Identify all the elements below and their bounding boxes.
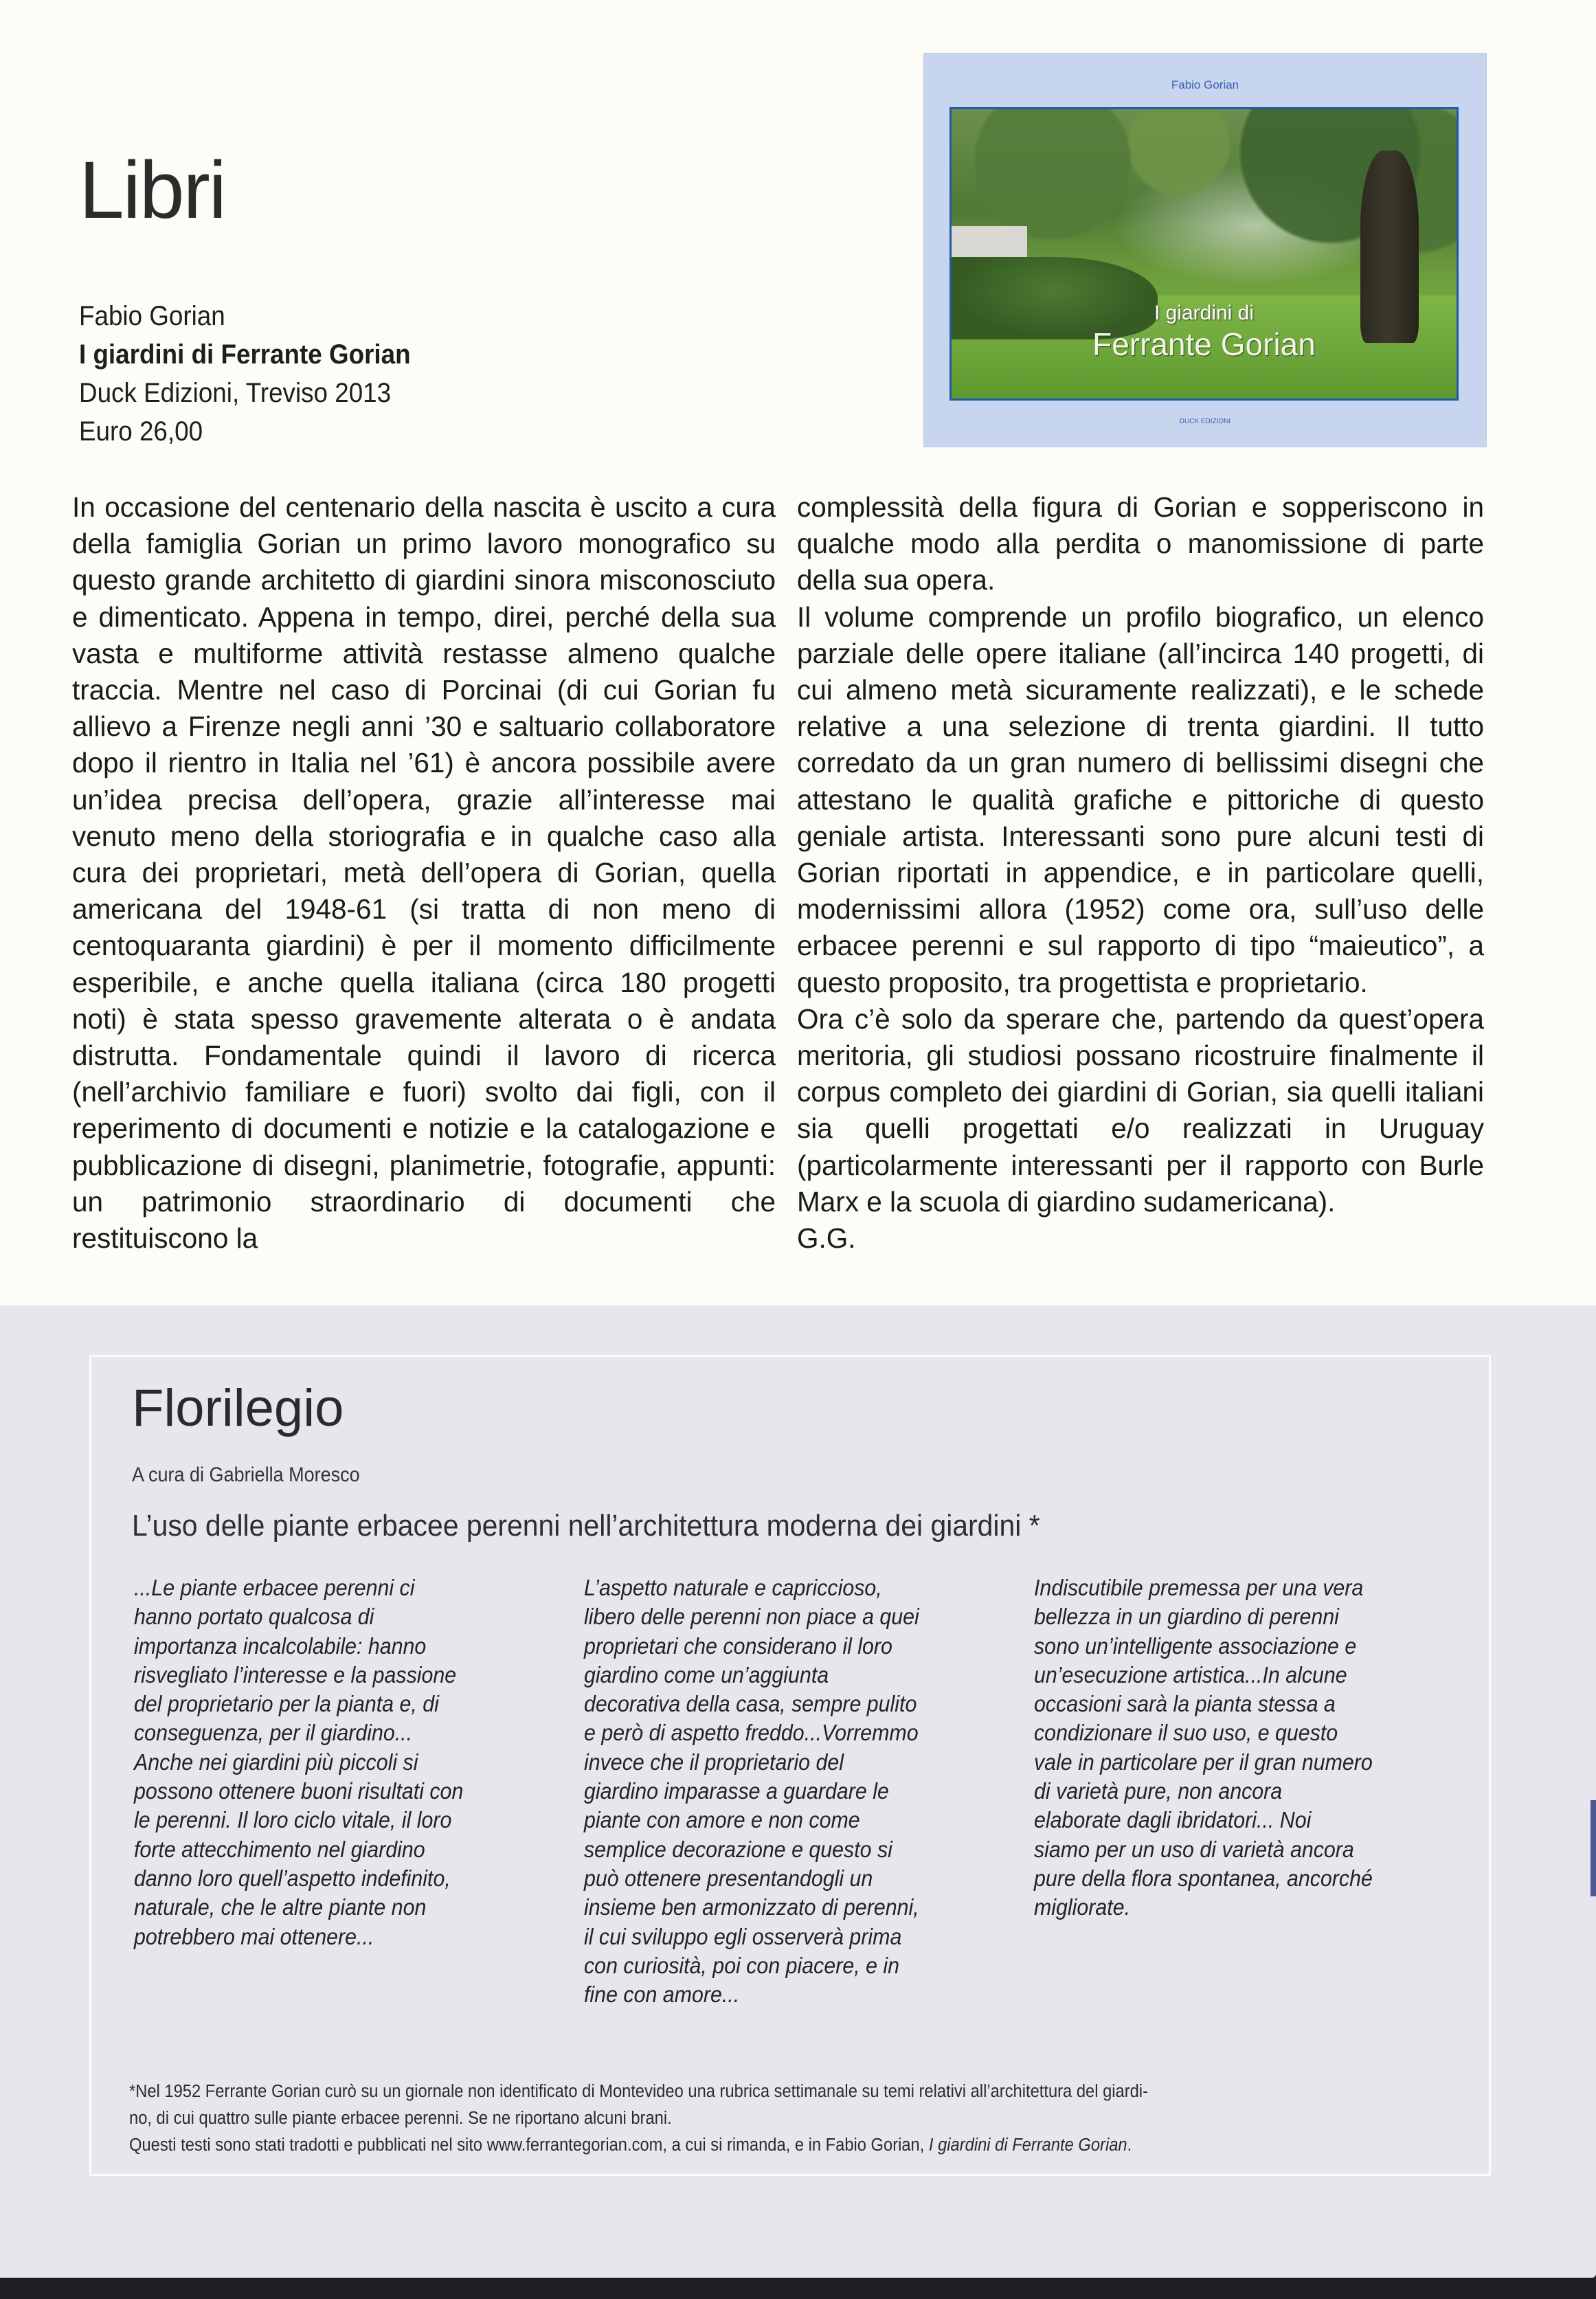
quote-line: hanno portato qualcosa di: [134, 1604, 374, 1630]
quote-line: conseguenza, per il giardino...: [134, 1720, 413, 1746]
footnote-text: .: [1127, 2135, 1132, 2155]
book-price: Euro 26,00: [79, 416, 203, 447]
quote-line: vale in particolare per il gran numero: [1034, 1749, 1373, 1775]
quote-line: giardino imparasse a guardare le: [584, 1778, 889, 1804]
quote-line: elaborate dagli ibridatori... Noi: [1034, 1807, 1312, 1833]
quote-line: condizionare il suo uso, e questo: [1034, 1720, 1338, 1746]
quote-line: migliorate.: [1034, 1894, 1131, 1920]
review-signature: G.G.: [797, 1222, 856, 1255]
review-paragraph: complessità della figura di Gorian e sopperiscono in qualche modo alla perdita o manomissione di parte della sua opera.: [797, 491, 1484, 596]
quote-line: ...Le piante erbacee perenni ci: [134, 1575, 415, 1600]
quote-line: importanza incalcolabile: hanno: [134, 1633, 427, 1659]
quote-line: potrebbero mai ottenere...: [134, 1923, 374, 1949]
cover-publisher: DUCK EDIZIONI: [1179, 418, 1231, 425]
quote-line: bellezza in un giardino di perenni: [1034, 1604, 1339, 1630]
book-publisher: Duck Edizioni, Treviso 2013: [79, 378, 392, 408]
section-title-libri: Libri: [79, 145, 225, 236]
quote-line: danno loro quell’aspetto indefinito,: [134, 1865, 451, 1891]
quote-line: il cui sviluppo egli osserverà prima: [584, 1923, 902, 1949]
quote-line: proprietari che considerano il loro: [584, 1633, 892, 1659]
quote-line: Anche nei giardini più piccoli si: [134, 1749, 418, 1775]
quote-line: Indiscutibile premessa per una vera: [1034, 1575, 1364, 1600]
book-metadata: [79, 297, 440, 451]
quote-line: forte attecchimento nel giardino: [134, 1836, 425, 1862]
quote-column-1: [134, 1573, 546, 1951]
footnote-text: Questi testi sono stati tradotti e pubblicati nel sito www.ferrantegorian.com, a cui si rimanda, e in Fabio Gorian,: [129, 2135, 929, 2155]
quote-line: occasioni sarà la pianta stessa a: [1034, 1691, 1336, 1717]
quote-line: naturale, che le altre piante non: [134, 1894, 427, 1920]
review-paragraph: Ora c’è solo da sperare che, partendo da quest’opera meritoria, gli studiosi possano ricostruire finalmente il corpus completo dei giardini di Gorian, sia quelli italiani sia quelli progettati e/o realizzati in Uruguay (particolarmente interessanti per il rapporto con Burle Marx e la scuola di giardino sudamericana).: [797, 1002, 1484, 1218]
quote-line: risvegliato l’interesse e la passione: [134, 1661, 457, 1687]
review-column-left: [72, 489, 776, 1257]
quote-line: siamo per un uso di varietà ancora: [1034, 1836, 1354, 1862]
quote-line: un’esecuzione artistica...In alcune: [1034, 1661, 1347, 1687]
quote-line: può ottenere presentandogli un: [584, 1865, 873, 1891]
footnote-line: *Nel 1952 Ferrante Gorian curò su un giornale non identificato di Montevideo una rubrica settimanale su temi relativi all’architettura del giardi-: [129, 2082, 1148, 2101]
quote-line: fine con amore...: [584, 1982, 740, 2008]
review-paragraph: Il volume comprende un profilo biografico, un elenco parziale delle opere italiane (all’incirca 140 progetti, di cui almeno metà sicuramente realizzati), e le schede relative a una selezione di trenta giardini. Il tutto corredato da un gran numero di bellissimi disegni che attestano le qualità grafiche e pittoriche di questo geniale artista. Interessanti sono pure alcuni testi di Gorian riportati in appendice, e in particolare quelli, modernissimi allora (1952) come ora, sull’uso delle erbacee perenni e sul rapporto di tipo “maieutico”, a questo proposito, tra progettista e proprietario.: [797, 601, 1484, 998]
footnote: [129, 2078, 1435, 2159]
footnote-book-title: I giardini di Ferrante Gorian: [928, 2135, 1127, 2155]
quote-line: semplice decorazione e questo si: [584, 1836, 892, 1862]
cover-garden-photo: [949, 107, 1459, 401]
quote-line: piante con amore e non come: [584, 1807, 860, 1833]
cover-title-line-1: I giardini di: [1154, 302, 1255, 324]
quote-line: del proprietario per la pianta e, di: [134, 1691, 439, 1717]
section-title-florilegio: Florilegio: [132, 1379, 344, 1437]
quote-line: L’aspetto naturale e capriccioso,: [584, 1575, 882, 1600]
cover-title-line-2: Ferrante Gorian: [1092, 326, 1316, 362]
review-paragraph: In occasione del centenario della nascita è uscito a cura della famiglia Gorian un primo lavoro monografico su questo grande architetto di giardini sinora misconosciuto e dimenticato. Appena in tempo, direi, perché della sua vasta e multiforme attività restasse almeno qualche traccia. Mentre nel caso di Porcinai (di cui Gorian fu allievo a Firenze negli anni ’30 e saltuario collaboratore dopo il rientro in Italia nel ’61) è ancora possibile avere un’idea precisa dell’opera, grazie all’interesse mai venuto meno della storiografia e in qualche caso alla cura dei proprietari, metà dell’opera di Gorian, quella americana del 1948-61 (si tratta di non meno di centoquaranta giardini) è per il momento difficilmente esperibile, e anche quella italiana (circa 180 progetti noti) è stata spesso gravemente alterata o è andata distrutta. Fondamentale quindi il lavoro di ricerca (nell’archivio familiare e fuori) svolto dai figli, con il reperimento di documenti e notizie e la catalogazione e pubblicazione di disegni, planimetrie, fotografie, appunti: un patrimonio straordinario di documenti che restituiscono la: [72, 491, 776, 1255]
quote-line: insieme ben armonizzato di perenni,: [584, 1894, 919, 1920]
cover-author: Fabio Gorian: [1171, 78, 1239, 91]
quote-line: le perenni. Il loro ciclo vitale, il loro: [134, 1807, 452, 1833]
quote-line: decorativa della casa, sempre pulito: [584, 1691, 917, 1717]
book-title: I giardini di Ferrante Gorian: [79, 339, 411, 370]
quote-line: e però di aspetto freddo...Vorremmo: [584, 1720, 919, 1746]
quote-column-2: [584, 1573, 996, 2009]
florilegio-subtitle: L’uso delle piante erbacee perenni nell’architettura moderna dei giardini *: [132, 1509, 1040, 1543]
quote-column-3: [1034, 1573, 1446, 1922]
quote-line: con curiosità, poi con piacere, e in: [584, 1952, 900, 1978]
review-column-right: [797, 489, 1484, 1257]
page-edge-tab: [1591, 1800, 1596, 1896]
book-author: Fabio Gorian: [79, 301, 225, 331]
quote-line: pure della flora spontanea, ancorché: [1034, 1865, 1373, 1891]
quote-line: libero delle perenni non piace a quei: [584, 1604, 919, 1630]
book-cover-image: [924, 54, 1486, 447]
footnote-line: no, di cui quattro sulle piante erbacee perenni. Se ne riportano alcuni brani.: [129, 2109, 672, 2128]
florilegio-curator: A cura di Gabriella Moresco: [132, 1463, 360, 1486]
quote-line: invece che il proprietario del: [584, 1749, 844, 1775]
quote-line: giardino come un’aggiunta: [584, 1661, 829, 1687]
footnote-line: [129, 2132, 1343, 2159]
quote-line: possono ottenere buoni risultati con: [134, 1778, 464, 1804]
quote-line: di varietà pure, non ancora: [1034, 1778, 1283, 1804]
quote-line: sono un’intelligente associazione e: [1034, 1633, 1357, 1659]
